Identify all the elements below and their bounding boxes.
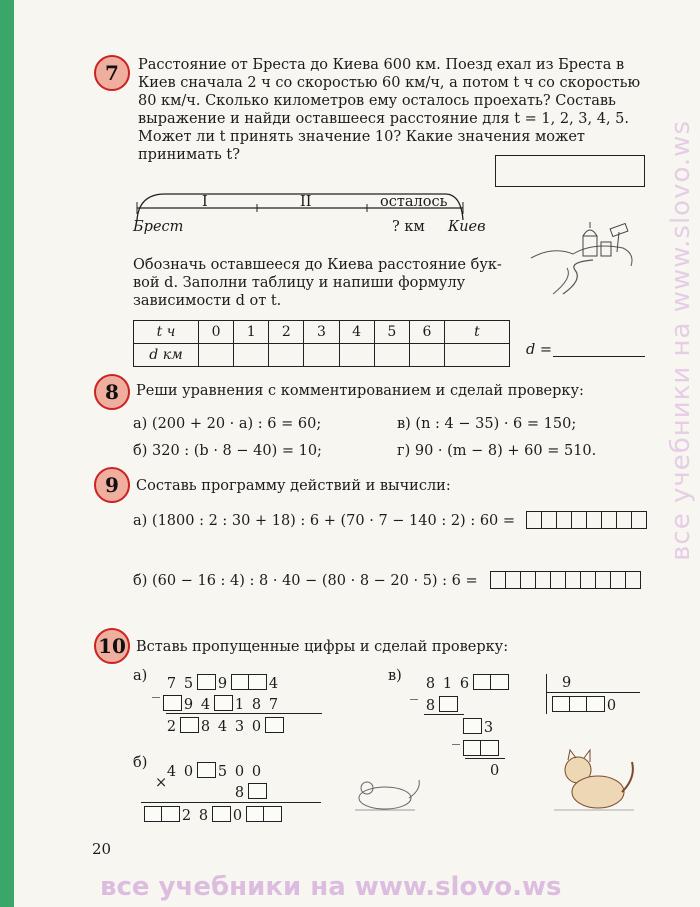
start-city: Брест — [133, 219, 184, 235]
times-sign: × — [155, 775, 168, 791]
multiplication-line — [141, 802, 321, 803]
table-cell: t — [445, 321, 510, 344]
multiplication-row-1: 4 0 5 0 0 — [166, 764, 262, 780]
divisor-line — [546, 692, 640, 693]
table-cell: 6 — [409, 321, 444, 344]
table-input-cell[interactable] — [199, 344, 234, 367]
table-cell: 0 — [199, 321, 234, 344]
division-minus: _ — [410, 681, 418, 700]
table-cell: 5 — [374, 321, 409, 344]
equation-v: в) (n : 4 − 35) · 6 = 150; — [397, 416, 577, 432]
subtraction-row-1: 7 5 9 4 — [166, 676, 279, 692]
end-city: Киев — [448, 219, 486, 235]
expression-b: б) (60 − 16 : 4) : 8 · 40 − (80 · 8 − 20 · 5) : 6 = — [133, 573, 478, 589]
task-10-v-label: в) — [388, 668, 402, 684]
task-8-title: Реши уравнения с комментированием и сделай проверку: — [136, 383, 584, 399]
seg-3-label: осталось — [380, 194, 448, 210]
table-row — [134, 344, 510, 367]
answer-cells-b[interactable] — [490, 571, 641, 593]
digit-box[interactable] — [263, 806, 282, 822]
subtraction-row-2: 9 4 1 8 7 — [163, 695, 282, 714]
multiplication-row-3: 2 8 0 — [144, 806, 280, 825]
task-9-title: Составь программу действий и вычисли: — [136, 478, 451, 494]
task-10-number: 10 — [94, 628, 130, 664]
distance-table — [133, 320, 510, 367]
division-remainder: 0 — [490, 763, 500, 779]
division-bar — [546, 674, 547, 714]
table-input-cell[interactable] — [445, 344, 510, 367]
page-number: 20 — [92, 840, 112, 858]
answer-box[interactable] — [495, 155, 645, 187]
green-edge — [0, 0, 14, 907]
task-7-text-2: Обозначь оставшееся до Киева расстояние бук- вой d. Заполни таблицу и напиши формулу зависимости d от t. — [133, 257, 502, 309]
bottom-watermark: все учебники на www.slovo.ws — [100, 872, 562, 902]
table-input-cell[interactable] — [339, 344, 374, 367]
task-8-number: 8 — [94, 374, 130, 410]
division-sub-3 — [463, 740, 497, 759]
kiev-illustration — [523, 218, 641, 296]
table-input-cell[interactable] — [304, 344, 339, 367]
table-cell: 4 — [339, 321, 374, 344]
side-watermark: все учебники на www.slovo.ws — [666, 120, 696, 561]
table-cell: 2 — [269, 321, 304, 344]
digit-box[interactable] — [490, 674, 509, 690]
digit-box[interactable] — [480, 740, 499, 756]
digit-box[interactable] — [248, 783, 267, 799]
table-cell: 1 — [234, 321, 269, 344]
equation-b: б) 320 : (b · 8 − 40) = 10; — [133, 443, 322, 459]
table-input-cell[interactable] — [374, 344, 409, 367]
task-10-title: Вставь пропущенные цифры и сделай проверку: — [136, 639, 509, 655]
division-minus-2: _ — [452, 726, 460, 745]
expression-a: а) (1800 : 2 : 30 + 18) : 6 + (70 · 7 − 140 : 2) : 60 = — [133, 513, 516, 529]
seg-1-label: I — [202, 194, 208, 210]
task-10-b-label: б) — [133, 755, 148, 771]
task-10-a-label: а) — [133, 668, 148, 684]
multiplication-row-2: 8 — [231, 783, 265, 802]
answer-cells-a[interactable] — [526, 511, 647, 533]
formula-line[interactable] — [553, 356, 645, 357]
division-sub-1: 8 — [422, 696, 456, 715]
task-9-number: 9 — [94, 467, 130, 503]
quotient: 0 — [552, 696, 620, 715]
divisor: 9 — [562, 675, 572, 691]
subtraction-row-3: 2 8 4 3 0 — [163, 717, 282, 736]
table-cell: 3 — [304, 321, 339, 344]
table-input-cell[interactable] — [234, 344, 269, 367]
unknown-distance: ? км — [392, 219, 425, 235]
table-input-cell[interactable] — [269, 344, 304, 367]
cat-illustration — [548, 748, 640, 818]
equation-g: г) 90 · (m − 8) + 60 = 510. — [397, 443, 597, 459]
table-row — [134, 321, 510, 344]
equation-a: а) (200 + 20 · a) : 6 = 60; — [133, 416, 322, 432]
task-7-number: 7 — [94, 55, 130, 91]
division-line-2 — [465, 758, 505, 759]
table-head-d: d км — [134, 344, 199, 367]
division-sub-2: 3 — [463, 718, 497, 737]
mouse-illustration — [345, 770, 425, 815]
seg-2-label: II — [300, 194, 312, 210]
subtraction-line — [166, 713, 322, 714]
task-7-text: Расстояние от Бреста до Киева 600 км. Поезд ехал из Бреста в Киев сначала 2 ч со скоростью 60 км/ч, а потом t ч со скоростью 80 км/ч. Сколько километров ему осталось проехать? Составь выражение и найди оставшееся расстояние для t = 1, 2, 3, 4, 5. Может ли t принять значение 10? Какие значения может принимать t? — [138, 57, 641, 163]
digit-box[interactable] — [439, 696, 458, 712]
table-input-cell[interactable] — [409, 344, 444, 367]
division-line-1 — [424, 714, 464, 715]
formula-label: d = — [526, 342, 553, 358]
table-head-t: t ч — [134, 321, 199, 344]
digit-box[interactable] — [265, 717, 284, 733]
minus-sign: _ — [152, 679, 160, 698]
dividend: 8 1 6 — [422, 674, 507, 693]
